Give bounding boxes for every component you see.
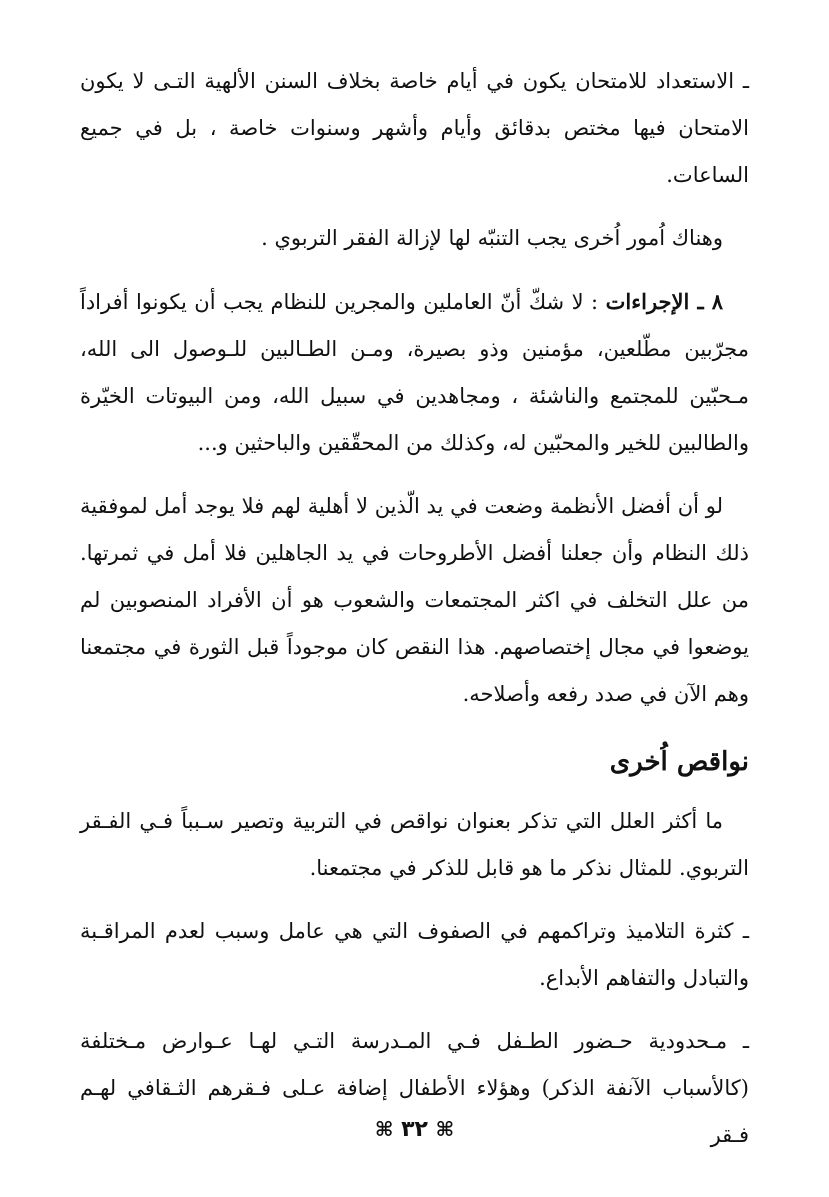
ornament-icon: ⌘ [435,1117,455,1141]
paragraph-best-systems: لو أن أفضل الأنظمة وضعت في يد الّذين لا أهلية لهم فلا يوجد أمل لموفقية ذلك النظام وأن جعلنا أفضل الأطروحات في يد الجاهلين فلا أمل في ثمرتها. من علل التخلف في اكثر المجتمعات والشعوب هو أن الأفراد المنصوبين لم يوضعوا في مجال إختصاصهم. هذا النقص كان موجوداً قبل الثورة في مجتمعنا وهم الآن في صدد رفعه وأصلاحه. [80,494,749,706]
section-heading: نواقص اُخرى [609,747,749,777]
paragraph-class-crowding: ـ كثرة التلاميذ وتراكمهم في الصفوف التي هي عامل وسبب لعدم المراقـبة والتبادل والتفاهم الأبداع. [80,919,749,990]
paragraph-deficiencies: ما أكثر العلل التي تذكر بعنوان نواقص في التربية وتصير سـبباً فـي الفـقر التربوي. للمثال نذكر ما هو قابل للذكر في مجتمعنا. [80,809,749,880]
ornament-icon: ⌘ [374,1117,394,1141]
paragraph-limited-attendance: ـ مـحدودية حـضور الطـفل فـي المـدرسة التـي لهـا عـوارض مـختلفة (كالأسباب الآنفة الذكر) وهؤلاء الأطفال إضافة عـلى فـقرهم الثـقافي لهـم فـقر [80,1029,749,1147]
paragraph-other-matters: وهناك اُمور اُخرى يجب التنبّه لها لإزالة الفقر التربوي . [261,226,723,250]
procedures-text: : لا شكّ أنّ العاملين والمجرين للنظام يجب أن يكونوا أفراداً مجرّبين مطّلعين، مؤمنين وذو بصيرة، ومـن الطـالبين للـوصول الى الله، مـحبّين للمجتمع والناشئة ، ومجاهدين في سبيل الله، ومن البيوتات الخيّرة والطالبين للخير والمحبّين له، وكذلك من المحقّقين والباحثين و... [80,290,749,455]
page-body [80,58,749,1175]
page-number: ٣٢ [401,1117,428,1142]
procedures-lead: ٨ ـ الإجراءات [605,289,723,314]
paragraph-exam-preparation: ـ الاستعداد للامتحان يكون في أيام خاصة بخلاف السنن الألهية التـى لا يكون الامتحان فيها مختص بدقائق وأيام وأشهر وسنوات خاصة ، بل في جميع الساعات. [80,69,749,187]
paragraph-procedures [80,278,749,467]
page-footer [0,1117,829,1142]
